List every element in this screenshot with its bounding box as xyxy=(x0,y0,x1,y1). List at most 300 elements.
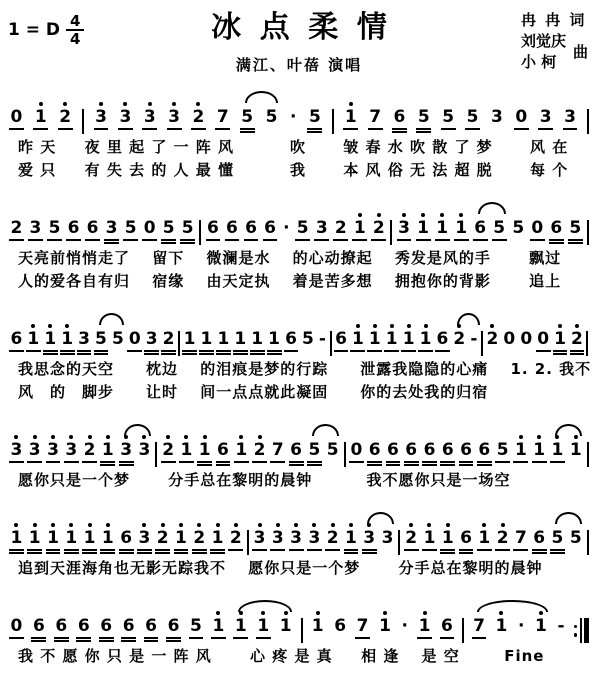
note-digit: 0 xyxy=(126,323,143,352)
beam-underline xyxy=(144,637,159,639)
note-digit: 0 xyxy=(8,101,25,130)
octave-dot xyxy=(148,102,152,106)
beam-underline xyxy=(267,353,282,355)
note-digit: 2 xyxy=(81,434,98,463)
octave-dot xyxy=(276,523,280,527)
note-digit: 1 xyxy=(81,522,98,554)
octave-dot xyxy=(179,523,183,527)
beam-underline xyxy=(206,239,221,241)
note-digit: 1 xyxy=(63,522,80,554)
note-digit: 0 xyxy=(141,212,158,241)
beam-underline xyxy=(495,549,510,551)
octave-dot xyxy=(106,523,110,527)
octave-dot xyxy=(537,435,541,439)
notes-row xyxy=(6,90,592,136)
beam-underline xyxy=(161,350,176,352)
note-digit: 3 xyxy=(63,434,80,463)
beam-underline xyxy=(343,128,358,130)
octave-dot xyxy=(88,435,92,439)
beam-underline xyxy=(477,464,492,466)
note-digit: 5 xyxy=(46,212,63,241)
beam-underline xyxy=(142,239,157,241)
beam-underline xyxy=(367,350,382,352)
beam-underline xyxy=(76,637,91,639)
beam-underline xyxy=(100,464,115,466)
beam-underline xyxy=(401,350,416,352)
slur-arc xyxy=(555,424,582,436)
note-digit: 5 xyxy=(464,101,481,130)
barline xyxy=(331,101,335,134)
note-digit: 5 xyxy=(491,212,508,241)
octave-dot xyxy=(51,523,55,527)
music-system xyxy=(6,423,592,492)
beam-underline xyxy=(532,461,547,463)
note-digit: 1 xyxy=(309,610,326,635)
beam-underline xyxy=(252,549,267,551)
note-digit: 6 xyxy=(65,212,82,241)
beam-underline xyxy=(166,640,181,642)
beam-underline xyxy=(549,239,564,241)
note-digit: 1 xyxy=(26,522,43,554)
beam-underline xyxy=(119,549,134,551)
beam-underline xyxy=(54,640,69,642)
beam-underline xyxy=(362,552,377,554)
composer-names xyxy=(521,31,566,73)
octave-dot xyxy=(258,435,262,439)
beam-underline xyxy=(137,552,152,554)
beam-underline xyxy=(570,353,585,355)
beam-underline xyxy=(352,239,367,241)
lyricist-credit: 冉 冉 词 xyxy=(520,11,587,29)
beam-underline xyxy=(144,640,159,642)
beam-underline xyxy=(27,552,42,554)
octave-dot xyxy=(312,523,316,527)
beam-underline xyxy=(397,239,412,241)
octave-dot xyxy=(203,435,207,439)
note-digit: 2 xyxy=(251,434,268,463)
octave-dot xyxy=(575,324,579,328)
note-digit: 3 xyxy=(288,522,305,551)
note-digit: 1 xyxy=(249,323,266,355)
time-signature-denominator: 4 xyxy=(70,30,81,48)
octave-dot xyxy=(294,523,298,527)
octave-dot xyxy=(440,213,444,217)
note-digit: 2 xyxy=(332,212,349,241)
octave-dot xyxy=(459,213,463,217)
beam-underline xyxy=(513,549,528,551)
octave-dot xyxy=(258,523,262,527)
beam-underline xyxy=(192,549,207,551)
barline xyxy=(586,101,590,134)
beam-underline xyxy=(422,461,437,463)
composer-word: 曲 xyxy=(572,42,588,61)
beam-underline xyxy=(267,350,282,352)
beam-underline xyxy=(570,350,585,352)
beam-underline xyxy=(550,549,565,551)
note-digit: 1 xyxy=(255,610,272,639)
note-digit: 6 xyxy=(53,610,70,642)
beam-underline xyxy=(215,128,230,130)
note-digit: 6 xyxy=(403,434,420,466)
slur-arc xyxy=(245,91,278,103)
note-digit: 2 xyxy=(569,323,586,355)
beam-underline xyxy=(31,637,46,639)
beam-underline xyxy=(46,552,61,554)
barline xyxy=(198,212,202,245)
beam-underline xyxy=(77,350,92,352)
note-digit: 1 xyxy=(512,434,529,463)
note-digit: 5 xyxy=(326,440,339,460)
beam-underline xyxy=(228,549,243,551)
note-digit: 0 xyxy=(348,434,365,463)
beam-underline xyxy=(284,350,299,352)
note-digit: 6 xyxy=(120,610,137,642)
beam-underline xyxy=(435,239,450,241)
beam-underline xyxy=(82,552,97,554)
beam-underline xyxy=(325,549,340,551)
note-digit: 1 xyxy=(209,522,226,554)
beam-underline xyxy=(240,128,255,130)
beam-underline xyxy=(43,353,58,355)
note-digit: 3 xyxy=(361,522,378,554)
note-digit: 1 xyxy=(59,323,76,355)
octave-dot xyxy=(349,523,353,527)
note-digit: 3 xyxy=(136,434,153,459)
beam-underline xyxy=(513,461,528,463)
beam-underline xyxy=(82,461,97,463)
note-digit: 6 xyxy=(143,610,160,642)
note-digit: 3 xyxy=(27,212,44,241)
note-digit: 5 xyxy=(188,610,205,639)
note-digit: 6 xyxy=(439,610,456,639)
note-digit: 5 xyxy=(306,434,323,466)
beam-underline xyxy=(28,239,43,241)
beam-underline xyxy=(155,552,170,554)
beam-underline xyxy=(532,552,547,554)
octave-dot xyxy=(31,324,35,328)
octave-dot xyxy=(142,523,146,527)
note-digit: 0 xyxy=(513,101,530,130)
octave-dot xyxy=(172,102,176,106)
lyrics-row: 我 不 愿 你 只 是 一 阵 风 心 疼 是 真 相 逢 是 空 Fine xyxy=(18,647,545,665)
note-digit: 1 xyxy=(8,522,25,554)
beam-underline xyxy=(94,353,109,355)
beam-underline xyxy=(182,350,197,352)
octave-dot xyxy=(482,523,486,527)
note-digit: 5 xyxy=(93,323,110,355)
octave-dot xyxy=(377,213,381,217)
beam-underline xyxy=(76,640,91,642)
beam-underline xyxy=(549,242,564,244)
barline xyxy=(246,522,250,555)
beam-underline xyxy=(362,549,377,551)
beam-underline xyxy=(256,637,271,639)
beam-underline xyxy=(192,552,207,554)
lyrics-row: 昨 天 夜 里 起 了 一 阵 风 吹 皱 春 水 吹 散 了 梦 风 在 xyxy=(18,138,569,156)
beam-underline xyxy=(307,461,322,463)
beam-underline xyxy=(180,239,195,241)
beam-underline xyxy=(216,464,231,466)
note-digit: 6 xyxy=(118,522,135,554)
beam-underline xyxy=(99,640,114,642)
notes-row xyxy=(6,511,592,557)
barline xyxy=(154,434,158,467)
beam-underline xyxy=(563,128,578,130)
note-digit: 5 xyxy=(569,528,582,548)
note-digit: 2 xyxy=(57,101,74,130)
beam-underline xyxy=(477,461,492,463)
beam-underline xyxy=(66,239,81,241)
note-digit: 6 xyxy=(458,434,475,466)
beam-underline xyxy=(174,552,189,554)
slur-arc xyxy=(478,202,506,214)
octave-dot xyxy=(196,102,200,106)
beam-underline xyxy=(121,640,136,642)
beam-underline xyxy=(392,128,407,130)
beam-underline xyxy=(216,461,231,463)
beam-underline xyxy=(263,239,278,241)
note-digit: 1 xyxy=(277,610,294,635)
barline xyxy=(397,522,401,555)
beam-underline xyxy=(416,239,431,241)
beam-underline xyxy=(43,350,58,352)
beam-underline xyxy=(161,353,176,355)
beam-underline xyxy=(417,637,432,639)
note-digit: 3 xyxy=(118,434,135,466)
note-digit: 5 xyxy=(306,101,323,133)
note-digit: 0 xyxy=(529,212,546,241)
octave-dot xyxy=(69,435,73,439)
slur-arc xyxy=(555,512,582,524)
beam-underline xyxy=(465,128,480,130)
composer-name-1: 刘觉庆 xyxy=(520,32,566,50)
note-digit: 1 xyxy=(233,434,250,463)
beam-underline xyxy=(161,239,176,241)
beam-underline xyxy=(233,353,248,355)
composer-credit xyxy=(521,31,588,73)
octave-dot xyxy=(48,324,52,328)
note-digit: 7 xyxy=(354,610,371,639)
note-digit: 3 xyxy=(306,522,323,551)
slur-arc xyxy=(238,600,292,612)
octave-dot xyxy=(356,324,360,328)
beam-underline xyxy=(64,461,79,463)
beam-underline xyxy=(349,461,364,463)
beam-underline xyxy=(404,549,419,551)
beam-underline xyxy=(422,549,437,551)
beam-underline xyxy=(404,464,419,466)
note-digit: 6 xyxy=(391,101,408,133)
beam-underline xyxy=(435,350,450,352)
barline xyxy=(585,323,589,356)
beam-underline xyxy=(477,549,492,551)
beam-underline xyxy=(167,128,182,130)
beam-underline xyxy=(536,350,551,352)
note-digit: 5 xyxy=(415,101,432,133)
notes-row xyxy=(6,312,592,358)
note-digit: 6 xyxy=(243,212,260,241)
note-digit: 6 xyxy=(385,434,402,466)
octave-dot xyxy=(427,523,431,527)
note-digit: 1 xyxy=(417,323,434,352)
beam-underline xyxy=(9,637,24,639)
beam-underline xyxy=(307,128,322,130)
note-digit: 0 xyxy=(8,610,25,639)
beam-underline xyxy=(94,350,109,352)
beam-underline xyxy=(568,242,583,244)
note-digit: 1 xyxy=(45,522,62,554)
note-digit: 0 xyxy=(520,329,533,349)
octave-dot xyxy=(51,435,55,439)
note-digit: 1 xyxy=(453,212,470,241)
note-digit: 6 xyxy=(8,323,25,352)
beam-underline xyxy=(416,128,431,130)
note-digit: 3 xyxy=(562,101,579,130)
beam-underline xyxy=(440,461,455,463)
note-digit: 6 xyxy=(333,323,350,352)
note-digit: 3 xyxy=(103,212,120,244)
octave-dot xyxy=(519,435,523,439)
beam-underline xyxy=(166,637,181,639)
barline xyxy=(586,522,590,555)
beam-underline xyxy=(46,549,61,551)
key-signature xyxy=(8,14,84,46)
note-digit: 5 xyxy=(111,329,124,349)
beam-underline xyxy=(225,239,240,241)
beam-underline xyxy=(416,131,431,133)
note-digit: 1 xyxy=(215,323,232,355)
performers-line: 满江、叶蓓 演唱 xyxy=(235,56,363,74)
note-digit: 3 xyxy=(381,528,394,548)
composer-name-2: 小 柯 xyxy=(520,53,557,71)
note-digit: 1 xyxy=(415,212,432,241)
note-digit: 6 xyxy=(165,610,182,642)
score-header xyxy=(6,8,592,90)
note-digit: 3 xyxy=(251,522,268,551)
note-digit: 1 xyxy=(377,610,394,635)
beam-underline xyxy=(344,549,359,551)
note-digit: 5 xyxy=(512,218,525,238)
octave-dot xyxy=(106,435,110,439)
beam-underline xyxy=(127,350,142,352)
note-digit: 3 xyxy=(76,323,93,355)
key-label: 1 = D xyxy=(8,20,61,40)
octave-dot xyxy=(390,324,394,328)
beam-underline xyxy=(210,552,225,554)
beam-underline xyxy=(538,128,553,130)
beam-underline xyxy=(137,549,152,551)
beam-underline xyxy=(244,239,259,241)
beam-underline xyxy=(514,128,529,130)
note-digit: 1 xyxy=(531,434,548,463)
beam-underline xyxy=(233,350,248,352)
note-digit: 1 xyxy=(342,101,359,130)
augmentation-dot: · xyxy=(401,616,408,636)
note-digit: 2 xyxy=(160,434,177,463)
beam-underline xyxy=(119,461,134,463)
beam-underline xyxy=(289,461,304,463)
note-digit: 6 xyxy=(366,434,383,466)
note-digit: 3 xyxy=(269,522,286,551)
note-digit: 2 xyxy=(403,522,420,551)
note-digit: 1 xyxy=(421,522,438,551)
slur-arc xyxy=(477,600,548,612)
lyrics-row: 人的爱各自有归 宿缘 由天定执 着是苦多想 拥抱你的背影 追上 xyxy=(18,272,562,290)
beam-underline xyxy=(182,353,197,355)
beam-underline xyxy=(418,350,433,352)
octave-dot xyxy=(409,523,413,527)
beam-underline xyxy=(472,637,487,639)
beam-underline xyxy=(314,239,329,241)
beam-underline xyxy=(333,239,348,241)
note-digit: 2 xyxy=(324,522,341,551)
octave-dot xyxy=(331,523,335,527)
octave-dot xyxy=(423,611,427,615)
note-digit: 3 xyxy=(313,212,330,241)
barline xyxy=(389,212,393,245)
beam-underline xyxy=(104,239,119,241)
beam-underline xyxy=(440,552,455,554)
beam-underline xyxy=(64,552,79,554)
note-digit: 7 xyxy=(512,522,529,551)
note-digit: 6 xyxy=(334,616,347,636)
beam-underline xyxy=(334,350,349,352)
note-digit: 5 xyxy=(494,434,511,463)
octave-dot xyxy=(123,102,127,106)
lyrics-row: 追到天涯海角也无影无踪我不 愿你只是一个梦 分手总在黎明的晨钟 xyxy=(18,559,543,577)
beam-underline xyxy=(386,464,401,466)
beam-underline xyxy=(344,552,359,554)
beam-underline xyxy=(240,131,255,133)
octave-dot xyxy=(349,102,353,106)
octave-dot xyxy=(63,102,67,106)
note-digit: 3 xyxy=(490,107,503,127)
octave-dot xyxy=(33,523,37,527)
note-digit: 1 xyxy=(99,522,116,554)
beam-underline xyxy=(459,461,474,463)
note-digit: 1 xyxy=(476,522,493,551)
beam-underline xyxy=(77,353,92,355)
beam-underline xyxy=(144,350,159,352)
note-digit: 6 xyxy=(476,434,493,466)
beam-underline xyxy=(250,350,265,352)
note-digit: 1 xyxy=(434,212,451,241)
note-digit: 1 xyxy=(439,522,456,554)
note-digit: 1 xyxy=(181,323,198,355)
beam-underline xyxy=(440,549,455,551)
beam-underline xyxy=(392,131,407,133)
octave-dot xyxy=(216,611,220,615)
note-digit: 5 xyxy=(567,212,584,244)
beam-underline xyxy=(250,353,265,355)
beam-underline xyxy=(367,461,382,463)
note-digit: 3 xyxy=(26,434,43,463)
octave-dot xyxy=(424,324,428,328)
note-digit: 3 xyxy=(396,212,413,241)
note-digit: 1 xyxy=(416,610,433,639)
beam-underline xyxy=(350,350,365,352)
lyrics-row: 爱 只 有 失 去 的 人 最 懂 我 本 风 俗 无 法 超 脱 每 个 xyxy=(18,161,569,179)
duration-dash: - xyxy=(318,329,326,349)
beam-underline xyxy=(550,552,565,554)
note-digit: 1 xyxy=(42,323,59,355)
note-digit: 1 xyxy=(366,323,383,352)
lyrics-row: 风 的 脚步 让时 间一点点就此凝固 你的去处我的归宿 xyxy=(18,383,489,401)
beam-underline xyxy=(64,549,79,551)
beam-underline xyxy=(9,461,24,463)
beam-underline xyxy=(459,549,474,551)
beam-underline xyxy=(85,239,100,241)
